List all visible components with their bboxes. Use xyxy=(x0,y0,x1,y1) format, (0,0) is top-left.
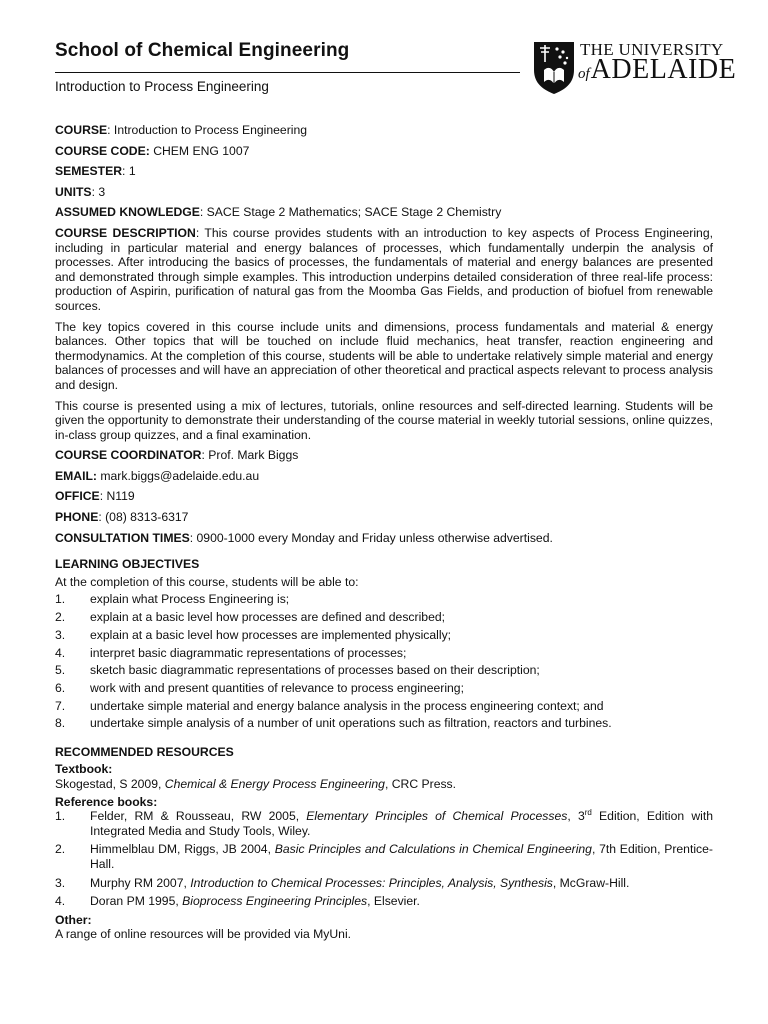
list-item-number: 1. xyxy=(55,809,66,824)
semester-value: : 1 xyxy=(122,164,136,179)
reference-title: Basic Principles and Calculations in Chemical Engineering xyxy=(274,842,592,857)
phone-value: : (08) 8313-6317 xyxy=(98,510,189,525)
reference-superscript: rd xyxy=(584,808,592,818)
reference-title: Bioprocess Engineering Principles xyxy=(182,894,368,909)
reference-author: Murphy RM 2007, xyxy=(90,875,191,890)
list-item xyxy=(55,592,713,607)
list-item-text: undertake simple analysis of a number of unit operations such as filtration, reactors and turbines. xyxy=(90,716,612,731)
textbook-publisher: , CRC Press. xyxy=(384,777,457,792)
list-item-text: interpret basic diagrammatic representations of processes; xyxy=(90,645,407,660)
logo-name: ADELAIDE xyxy=(590,54,737,85)
logo-line-university: THE UNIVERSITY xyxy=(580,40,724,59)
consultation-label: CONSULTATION TIMES xyxy=(55,530,190,545)
list-item xyxy=(55,876,713,891)
logo-line-adelaide xyxy=(578,54,736,86)
textbook-label: Textbook: xyxy=(55,762,113,777)
phone-field xyxy=(55,510,713,525)
key-topics-paragraph: The key topics covered in this course include units and dimensions, process fundamentals and material & energy balances. Other topics that will be touched on include fluid mechanics, heat transfer, reaction engineering and thermodynamics. At the completion of this course, students will be able to undertake relatively simple material and energy balances of processes and will have an appreciation of other theoretical and practical aspects relevant to process analysis and design. xyxy=(55,319,713,392)
units-value: : 3 xyxy=(91,184,106,199)
course-code-value: CHEM ENG 1007 xyxy=(149,143,250,158)
email-value: mark.biggs@adelaide.edu.au xyxy=(96,468,260,483)
assumed-knowledge-label: ASSUMED KNOWLEDGE xyxy=(55,205,200,220)
course-value: : Introduction to Process Engineering xyxy=(107,123,308,137)
list-item xyxy=(55,646,713,661)
assumed-knowledge-value: : SACE Stage 2 Mathematics; SACE Stage 2 Chemistry xyxy=(199,205,502,220)
reference-author: Felder, RM & Rousseau, RW 2005, xyxy=(90,809,307,824)
office-value: : N119 xyxy=(99,489,135,504)
document-body xyxy=(55,123,713,942)
textbook-author: Skogestad, S 2009, xyxy=(55,777,165,792)
list-item-number: 4. xyxy=(55,894,66,909)
reference-books-label: Reference books: xyxy=(55,794,158,809)
reference-details-cont: Edition, Edition with Integrated Media and Study Tools, Wiley. xyxy=(90,809,714,838)
consultation-field xyxy=(55,531,713,546)
list-item xyxy=(55,681,713,696)
reference-books-list xyxy=(55,809,713,909)
course-description xyxy=(55,226,713,314)
textbook-title: Chemical & Energy Process Engineering xyxy=(164,777,385,792)
semester-label: SEMESTER xyxy=(55,164,123,179)
list-item-number: 2. xyxy=(55,610,66,625)
learning-objectives-list xyxy=(55,592,713,730)
list-item-number: 2. xyxy=(55,842,66,857)
logo-of: of xyxy=(578,66,590,82)
other-resources-label: Other: xyxy=(55,912,92,927)
learning-objectives-heading: LEARNING OBJECTIVES xyxy=(55,557,200,572)
course-code-field xyxy=(55,144,713,159)
list-item-number: 7. xyxy=(55,698,66,713)
reference-details: , 7th Edition, Prentice-Hall. xyxy=(90,842,713,871)
reference-title: Elementary Principles of Chemical Processes xyxy=(306,809,568,824)
list-item-number: 5. xyxy=(55,663,66,678)
reference-details: , 3 xyxy=(567,809,585,824)
list-item xyxy=(55,699,713,714)
email-label: EMAIL: xyxy=(55,468,97,483)
course-code-label: COURSE CODE: xyxy=(55,143,150,158)
list-item-number: 6. xyxy=(55,680,66,695)
coordinator-value: : Prof. Mark Biggs xyxy=(201,448,299,463)
course-field xyxy=(55,123,713,138)
textbook-entry xyxy=(55,777,713,792)
list-item xyxy=(55,894,713,909)
university-crest-icon xyxy=(532,40,576,96)
list-item-number: 8. xyxy=(55,716,66,731)
reference-author: Doran PM 1995, xyxy=(90,894,183,909)
list-item-text: explain at a basic level how processes are implemented physically; xyxy=(90,627,452,642)
assumed-knowledge-field xyxy=(55,205,713,220)
units-field xyxy=(55,185,713,200)
recommended-resources-heading: RECOMMENDED RESOURCES xyxy=(55,744,234,759)
list-item-number: 3. xyxy=(55,627,66,642)
semester-field xyxy=(55,164,713,179)
list-item-text: explain what Process Engineering is; xyxy=(90,592,290,607)
units-label: UNITS xyxy=(55,184,92,199)
university-logo xyxy=(532,40,737,96)
list-item-number: 1. xyxy=(55,592,66,607)
reference-author: Himmelblau DM, Riggs, JB 2004, xyxy=(90,842,275,857)
course-subtitle: Introduction to Process Engineering xyxy=(55,79,269,94)
list-item xyxy=(55,809,713,838)
other-resources-text: A range of online resources will be provided via MyUni. xyxy=(55,927,352,942)
course-label: COURSE xyxy=(55,123,108,137)
list-item-number: 3. xyxy=(55,875,66,890)
office-field xyxy=(55,489,713,504)
phone-label: PHONE xyxy=(55,510,99,525)
coordinator-field xyxy=(55,448,713,463)
learning-objectives-intro: At the completion of this course, students will be able to: xyxy=(55,574,359,589)
email-field xyxy=(55,469,713,484)
reference-details: , McGraw-Hill. xyxy=(552,875,630,890)
list-item-text: undertake simple material and energy balance analysis in the process engineering context; and xyxy=(90,698,604,713)
list-item xyxy=(55,716,713,731)
list-item-text: sketch basic diagrammatic representations of processes based on their description; xyxy=(90,663,540,678)
list-item-number: 4. xyxy=(55,645,66,660)
list-item-text: explain at a basic level how processes are defined and described; xyxy=(90,610,446,625)
school-title: School of Chemical Engineering xyxy=(55,40,350,61)
office-label: OFFICE xyxy=(55,489,100,504)
reference-title: Introduction to Chemical Processes: Principles, Analysis, Synthesis xyxy=(190,875,553,890)
consultation-value: : 0900-1000 every Monday and Friday unless otherwise advertised. xyxy=(189,530,553,545)
course-description-text: : This course provides students with an introduction to key aspects of Process Engineering, including in particular material and energy balances of processes, which fundamentally underpin the analysis of processes. After introducing the basics of processes, the fundamentals of material and energy balances are presented and demonstrated through simple examples. This introduction underpins detailed consideration of three real-life process: production of Aspirin, purification of natural gas from the Moomba Gas Fields, and production of biofuel from renewable sources. xyxy=(55,225,713,313)
list-item xyxy=(55,663,713,678)
list-item xyxy=(55,610,713,625)
course-description-label: COURSE DESCRIPTION xyxy=(55,225,196,240)
list-item xyxy=(55,628,713,643)
reference-details: , Elsevier. xyxy=(367,894,420,909)
coordinator-label: COURSE COORDINATOR xyxy=(55,448,202,463)
delivery-paragraph: This course is presented using a mix of lectures, tutorials, online resources and self-directed learning. Students will be given the opportunity to demonstrate their understanding of the course material in weekly tutorial sessions, online quizzes, in-class group quizzes, and a final examination. xyxy=(55,398,713,442)
header-rule xyxy=(55,72,520,73)
list-item-text: work with and present quantities of relevance to process engineering; xyxy=(90,680,464,695)
list-item xyxy=(55,842,713,871)
